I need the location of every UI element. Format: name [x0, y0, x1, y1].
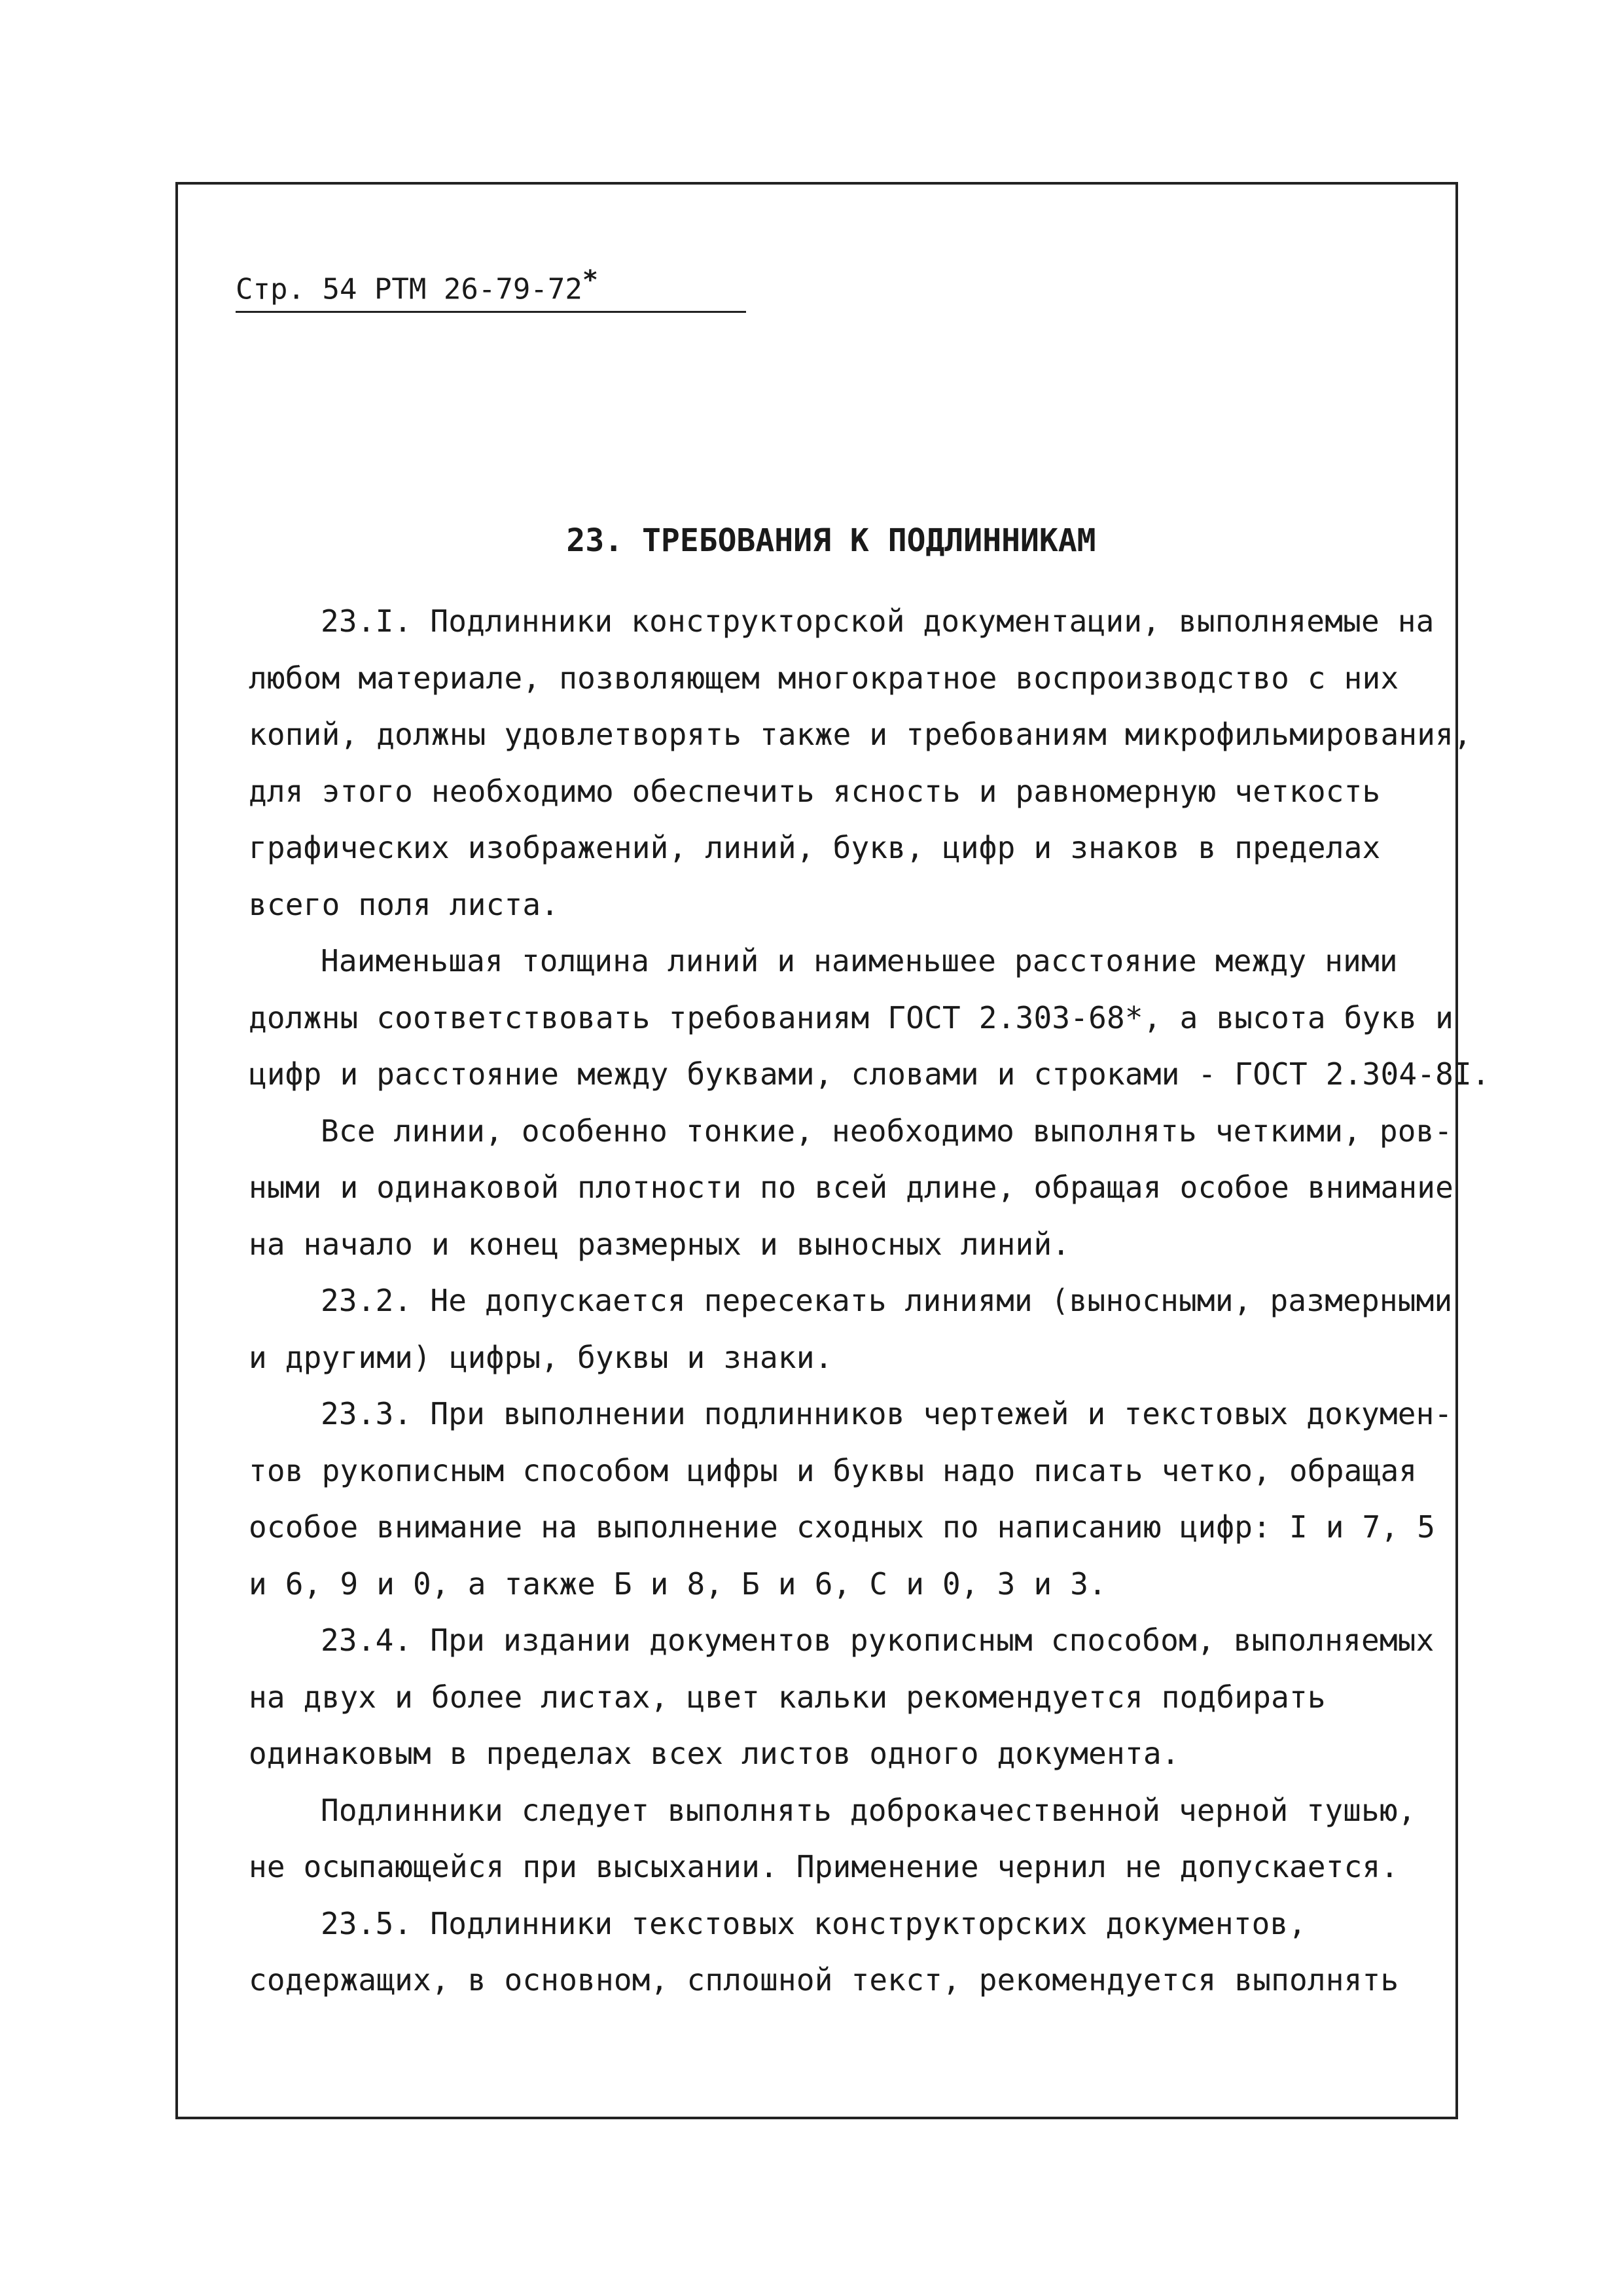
revision-mark: * — [582, 265, 598, 295]
text-line: Все линии, особенно тонкие, необходимо выполнять четкими, ров- — [321, 1113, 1453, 1149]
text-line: должны соответствовать требованиям ГОСТ 2.303-68*, а высота букв и — [249, 999, 1454, 1035]
text-line: особое внимание на выполнение сходных по написанию цифр: I и 7, 5 — [249, 1509, 1436, 1545]
text-line: 23.4. При издании документов рукописным способом, выполняемых — [321, 1623, 1435, 1658]
text-line: Наименьшая толщина линий и наименьшее расстояние между ними — [321, 943, 1398, 978]
text-line: графических изображений, линий, букв, цифр и знаков в пределах — [249, 830, 1381, 865]
text-line: 23.3. При выполнении подлинников чертежей и текстовых докумен- — [321, 1396, 1453, 1431]
text-line: и другими) цифры, буквы и знаки. — [249, 1339, 833, 1375]
page-header — [236, 260, 746, 313]
text-line: для этого необходимо обеспечить ясность и равномерную четкость — [249, 773, 1381, 809]
page-number: Стр. 54 — [236, 272, 357, 306]
text-line: одинаковым в пределах всех листов одного документа. — [249, 1736, 1180, 1771]
text-line: ными и одинаковой плотности по всей длине, обращая особое внимание — [249, 1170, 1454, 1205]
text-line: содержащих, в основном, сплошной текст, рекомендуется выполнять — [249, 1962, 1399, 1998]
text-line: 23.I. Подлинники конструкторской документации, выполняемые на — [321, 603, 1435, 639]
document-code: РТМ 26-79-72 — [374, 272, 582, 306]
text-line: не осыпающейся при высыхании. Применение чернил не допускается. — [249, 1849, 1399, 1884]
text-line: любом материале, позволяющем многократное воспроизводство с них — [249, 660, 1399, 696]
text-line: цифр и расстояние между буквами, словами и строками - ГОСТ 2.304-8I. — [249, 1056, 1490, 1092]
document-body — [249, 593, 1490, 2009]
section-title: 23. ТРЕБОВАНИЯ К ПОДЛИННИКАМ — [566, 522, 1096, 559]
text-line: и 6, 9 и 0, а также Б и 8, Б и 6, С и 0, З и 3. — [249, 1566, 1107, 1602]
text-line: 23.2. Не допускается пересекать линиями (выносными, размерными — [321, 1283, 1453, 1318]
text-line: на начало и конец размерных и выносных линий. — [249, 1226, 1071, 1262]
text-line: 23.5. Подлинники текстовых конструкторских документов, — [321, 1905, 1307, 1941]
text-line: Подлинники следует выполнять доброкачественной черной тушью, — [321, 1792, 1416, 1828]
text-line: тов рукописным способом цифры и буквы надо писать четко, обращая — [249, 1452, 1418, 1488]
text-line: на двух и более листах, цвет кальки рекомендуется подбирать — [249, 1679, 1326, 1715]
text-line: всего поля листа. — [249, 886, 560, 922]
text-line: копий, должны удовлетворять также и требованиям микрофильмирования, — [249, 717, 1472, 752]
